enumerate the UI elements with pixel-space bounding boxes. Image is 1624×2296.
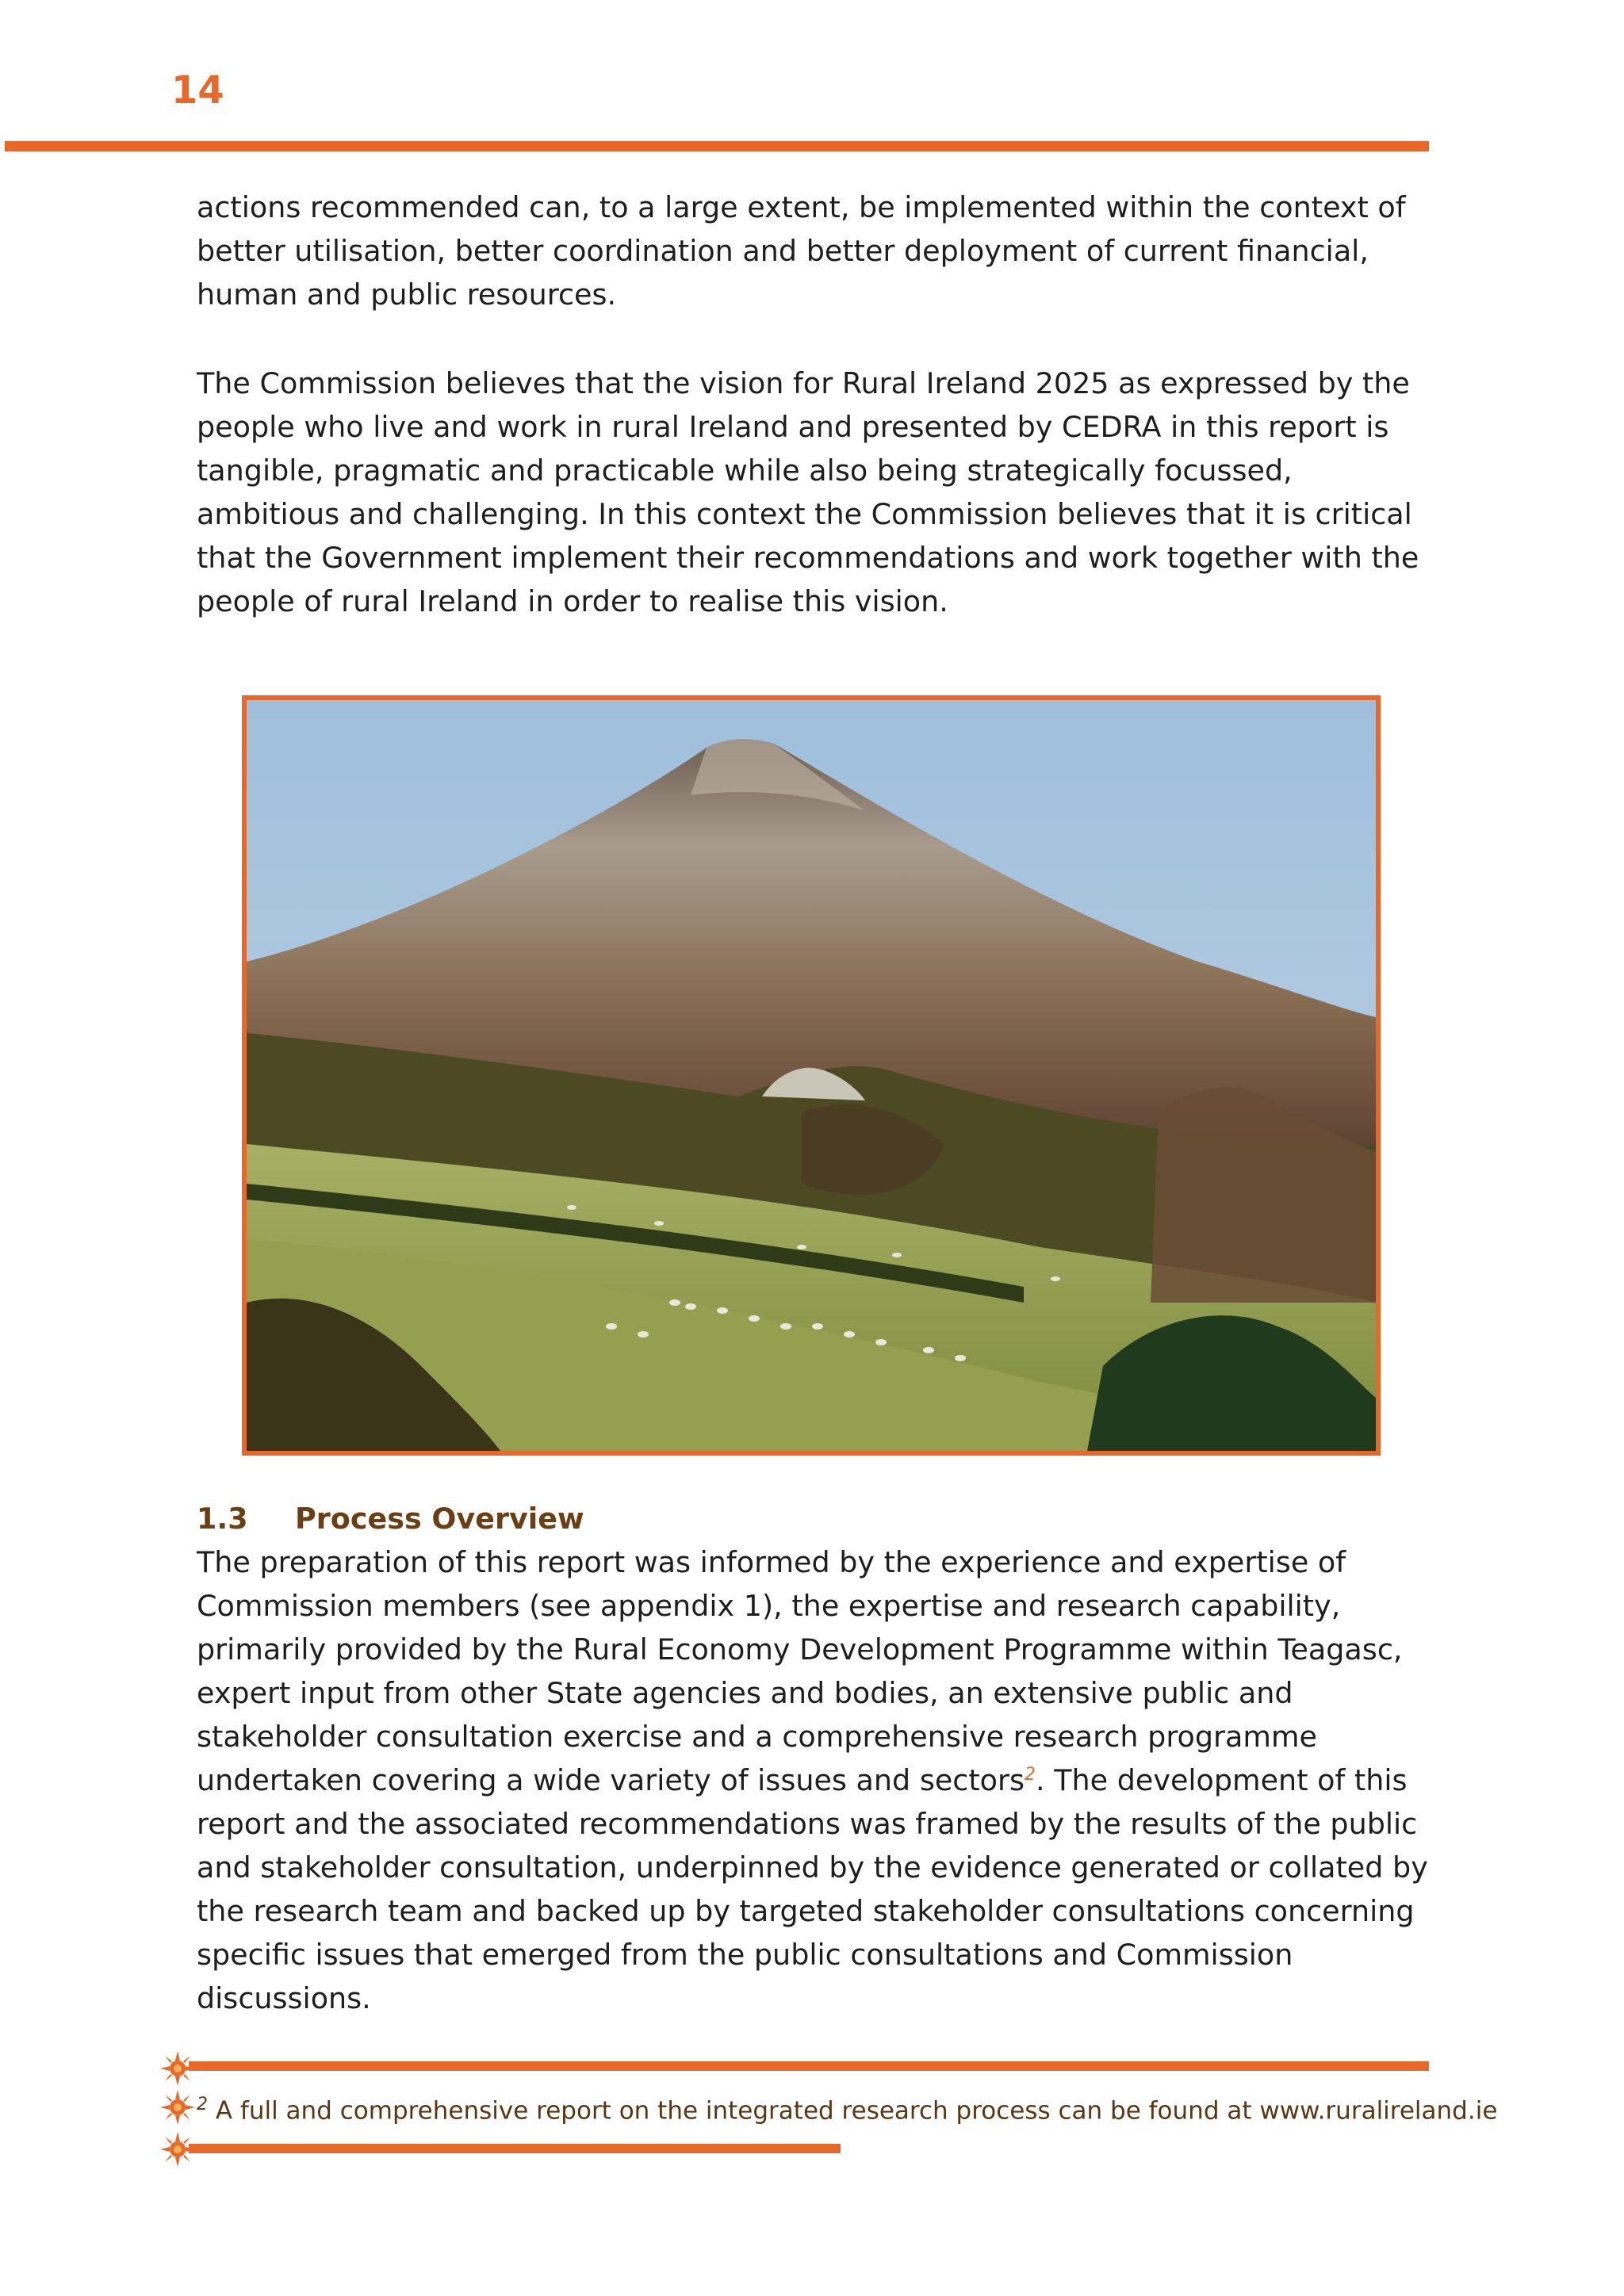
footnote <box>197 2087 1497 2129</box>
section-number: 1.3 <box>197 1502 248 1536</box>
footnote-text: A full and comprehensive report on the integrated research process can be found at www.ruralireland.ie <box>215 2096 1498 2126</box>
section-title: Process Overview <box>295 1502 584 1536</box>
page-number: 14 <box>171 68 224 113</box>
landscape-photo <box>242 695 1381 1456</box>
process-overview-text-b: . The development of this report and the associated recommendations was framed by the results of the public and stakeholder consultation, underpinned by the evidence generated or collated by the research team and backed up by targeted stakeholder consultations concerning specific issues that emerged from the public consultations and Commission discussions. <box>197 1763 1428 2015</box>
section-heading <box>197 1497 584 1540</box>
footnote-reference[interactable]: 2 <box>1025 1764 1036 1785</box>
footnote-marker: 2 <box>197 2095 208 2114</box>
sun-icon <box>160 2090 195 2125</box>
sun-icon <box>160 2132 195 2167</box>
paragraph-process-overview <box>197 1540 1434 2020</box>
mountain-landscape-illustration <box>247 700 1376 1451</box>
paragraph-intro: actions recommended can, to a large extent, be implemented within the context of better utilisation, better coordination and better deployment of current financial, human and public resources. <box>197 190 1406 312</box>
sun-icon <box>160 2051 195 2086</box>
process-overview-text-a: The preparation of this report was informed by the experience and expertise of Commission members (see appendix 1), the expertise and research capability, primarily provided by the Rural Economy Development Programme within Teagasc, expert input from other State agencies and bodies, an extensive public and stakeholder consultation exercise and a comprehensive research programme undertaken covering a wide variety of issues and sectors <box>197 1545 1403 1797</box>
footnote-rule-bottom <box>189 2144 841 2153</box>
paragraph-vision: The Commission believes that the vision for Rural Ireland 2025 as expressed by the people who live and work in rural Ireland and presented by CEDRA in this report is tangible, pragmatic and practicable while also being strategically focussed, ambitious and challenging. In this context the Commission believes that it is critical that the Government implement their recommendations and work together with the people of rural Ireland in order to realise this vision. <box>197 366 1419 618</box>
header-rule <box>5 141 1429 151</box>
footnote-rule-top <box>189 2061 1429 2071</box>
